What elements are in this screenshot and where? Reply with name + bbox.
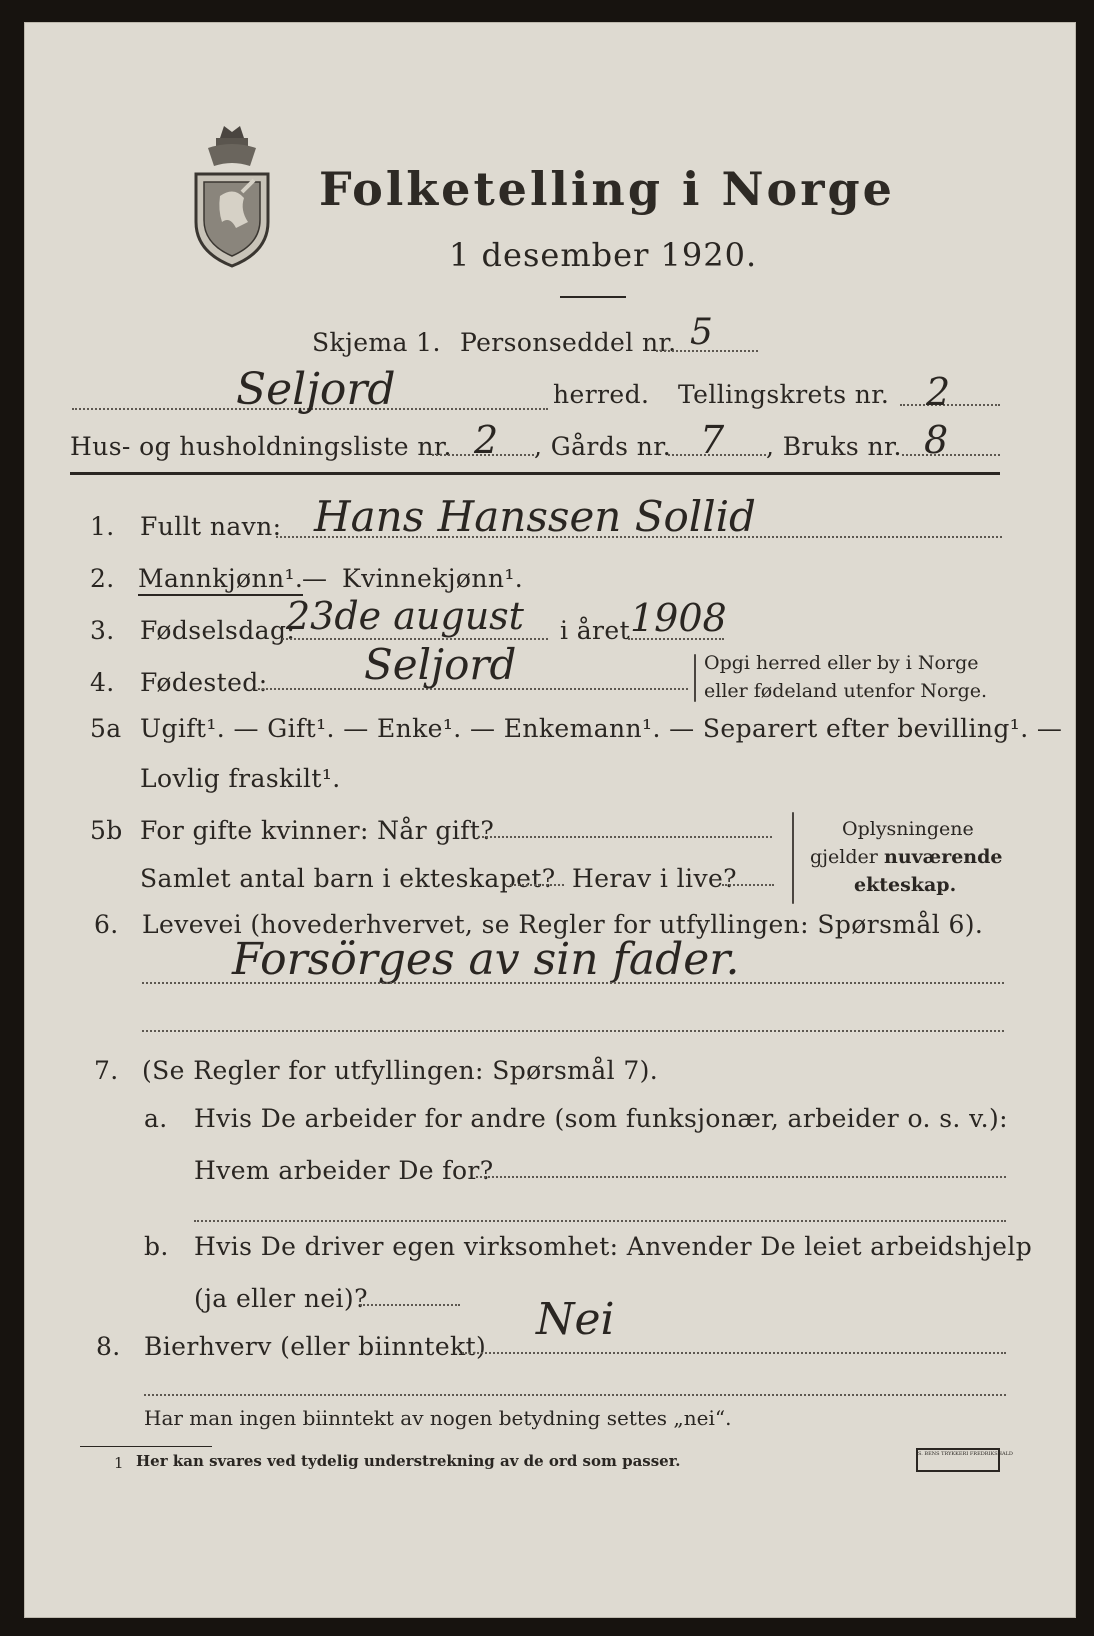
- q7b-letter: b.: [144, 1232, 169, 1261]
- q7b-line: [360, 1304, 460, 1306]
- q2-female: Kvinnekjønn¹.: [342, 564, 524, 593]
- q5a-options-cont: Lovlig fraskilt¹.: [140, 764, 341, 793]
- q7b-question: Hvis De driver egen virksomhet: Anvender De leiet arbeidshjelp: [194, 1232, 1033, 1261]
- q5b-married-line: [478, 836, 772, 838]
- q2-separator: —: [302, 564, 328, 593]
- q8-number: 8.: [96, 1332, 121, 1361]
- q8-line: [462, 1352, 1006, 1354]
- q6-occupation: Forsörges av sin fader.: [232, 934, 740, 985]
- q1-full-name: Hans Hanssen Sollid: [314, 492, 756, 541]
- q6-number: 6.: [94, 910, 119, 939]
- footnote-text: Her kan svares ved tydelig understrekning av de ord som passer.: [136, 1452, 681, 1470]
- printer-stamp: S. BENS TRYKKERI FREDRIKSHALD: [916, 1448, 1000, 1472]
- q8-label: Bierhverv (eller biinntekt): [144, 1332, 487, 1361]
- q1-number: 1.: [90, 512, 115, 541]
- q4-note-line1: Opgi herred eller by i Norge: [704, 652, 979, 674]
- q7b-yes-no-label: (ja eller nei)?: [194, 1284, 368, 1313]
- q5b-children-line: [510, 884, 564, 886]
- footnote-rule: [80, 1446, 212, 1447]
- q5b-brace: [792, 812, 794, 904]
- tellingskrets-label: Tellingskrets nr.: [678, 380, 890, 409]
- header-rule: [70, 472, 1000, 475]
- q5b-children-total: Samlet antal barn i ekteskapet?: [140, 864, 556, 893]
- hus-value: 2: [474, 418, 499, 462]
- q7-number: 7.: [94, 1056, 119, 1085]
- q7a-line2: [194, 1220, 1006, 1222]
- census-form-sheet: [24, 22, 1076, 1618]
- form-title: Folketelling i Norge: [319, 162, 895, 216]
- q4-number: 4.: [90, 668, 115, 697]
- herred-label: herred.: [553, 380, 650, 409]
- q3-year-label: i året: [560, 616, 631, 645]
- tellingskrets-value: 2: [926, 370, 951, 414]
- q5b-alive-line: [722, 884, 774, 886]
- q6-line2: [142, 1030, 1004, 1032]
- gards-label: , Gårds nr.: [534, 432, 672, 461]
- q3-year: 1908: [630, 596, 727, 640]
- q7a-letter: a.: [144, 1104, 168, 1133]
- q5b-children-alive: Herav i live?: [572, 864, 737, 893]
- no-income-note: Har man ingen biinntekt av nogen betydning settes „nei“.: [144, 1406, 732, 1430]
- q5b-note-line1: Oplysningene: [842, 818, 974, 840]
- q4-brace: [694, 654, 696, 702]
- q2-number: 2.: [90, 564, 115, 593]
- q3-number: 3.: [90, 616, 115, 645]
- q5b-note-line3: ekteskap.: [854, 874, 957, 896]
- q6-line1: [142, 982, 1004, 984]
- q7a-line1: [476, 1176, 1006, 1178]
- coat-of-arms-icon: [190, 118, 274, 268]
- herred-value: Seljord: [236, 364, 396, 415]
- q7a-question: Hvis De arbeider for andre (som funksjonær, arbeider o. s. v.):: [194, 1104, 1009, 1133]
- personseddel-value: 5: [690, 312, 713, 353]
- q1-label: Fullt navn:: [140, 512, 282, 541]
- q4-label: Fødested:: [140, 668, 268, 697]
- bruks-value: 8: [924, 418, 949, 462]
- q8-line2: [144, 1394, 1006, 1396]
- q5a-number: 5a: [90, 714, 122, 743]
- q5a-options: Ugift¹. — Gift¹. — Enke¹. — Enkemann¹. — Separert efter bevilling¹. —: [140, 714, 1063, 743]
- q5b-married-when: For gifte kvinner: Når gift?: [140, 816, 495, 845]
- q5b-note-line2b: nuværende: [884, 846, 1003, 868]
- title-rule: [560, 296, 626, 298]
- footnote-mark: 1: [114, 1454, 124, 1472]
- q4-note-line2: eller fødeland utenfor Norge.: [704, 680, 988, 702]
- gards-value: 7: [700, 418, 725, 462]
- q7-label: (Se Regler for utfyllingen: Spørsmål 7).: [142, 1056, 659, 1085]
- q7a-employer-label: Hvem arbeider De for?: [194, 1156, 494, 1185]
- bruks-line: [902, 454, 1000, 456]
- bruks-label: , Bruks nr.: [766, 432, 902, 461]
- q8-value: Nei: [536, 1294, 615, 1345]
- personseddel-label: Personseddel nr.: [460, 328, 677, 357]
- q5b-note-line2a: gjelder: [810, 846, 878, 868]
- q6-label: Levevei (hovederhvervet, se Regler for utfyllingen: Spørsmål 6).: [142, 910, 984, 939]
- hus-label: Hus- og husholdningsliste nr.: [70, 432, 452, 461]
- census-date: 1 desember 1920.: [449, 236, 758, 274]
- q5b-number: 5b: [90, 816, 123, 845]
- q4-birthplace: Seljord: [364, 640, 517, 689]
- q3-birthdate: 23de august: [286, 594, 524, 638]
- q2-male-underlined: Mannkjønn¹.: [138, 564, 303, 596]
- skjema-label: Skjema 1.: [312, 328, 441, 357]
- q3-label: Fødselsdag:: [140, 616, 296, 645]
